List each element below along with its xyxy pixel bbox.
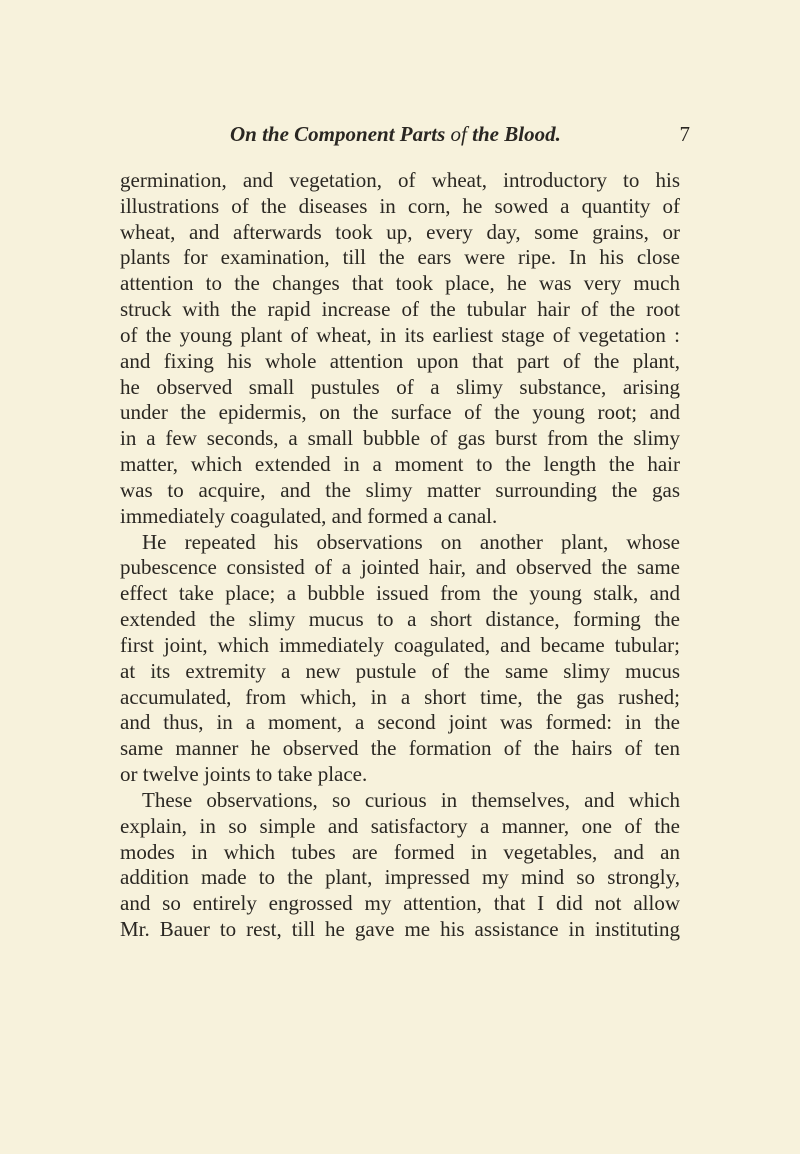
text-line: and so entirely engrossed my attention, that I did not allow [120, 891, 680, 916]
text-line: germination, and vegetation, of wheat, introductory to his [120, 168, 680, 192]
text-line: explain, in so simple and satisfactory a manner, one of the [120, 813, 680, 838]
text-line: in a few seconds, a small bubble of gas burst from the slimy [120, 426, 680, 451]
body-text [120, 168, 680, 943]
text-line: plants for examination, till the ears were ripe. In his close [120, 245, 680, 270]
text-line: matter, which extended in a moment to the length the hair [120, 452, 680, 477]
paragraph-start-line: These observations, so curious in themselves, and which [142, 787, 680, 812]
running-title [230, 122, 561, 147]
text-line: at its extremity a new pustule of the same slimy mucus [120, 658, 680, 683]
page-header [230, 122, 700, 152]
text-line: or twelve joints to take place. [120, 762, 368, 787]
text-line: attention to the changes that took place, he was very much [120, 271, 680, 296]
text-line: wheat, and afterwards took up, every day, some grains, or [120, 219, 680, 244]
text-line: effect take place; a bubble issued from the young stalk, and [120, 581, 680, 606]
text-line: modes in which tubes are formed in vegetables, and an [120, 839, 680, 864]
text-line: and thus, in a moment, a second joint was formed: in the [120, 710, 680, 735]
text-line: under the epidermis, on the surface of the young root; and [120, 400, 680, 425]
running-title-part2: of [450, 122, 467, 146]
text-line: same manner he observed the formation of the hairs of ten [120, 736, 680, 761]
text-line: of the young plant of wheat, in its earliest stage of vegetation : [120, 322, 680, 347]
text-line: and fixing his whole attention upon that part of the plant, [120, 348, 680, 373]
text-line: illustrations of the diseases in corn, he sowed a quantity of [120, 193, 680, 218]
text-line: pubescence consisted of a jointed hair, and observed the same [120, 555, 680, 580]
page-number: 7 [679, 122, 690, 146]
text-line: he observed small pustules of a slimy substance, arising [120, 374, 680, 399]
text-line: first joint, which immediately coagulated, and became tubular; [120, 632, 680, 657]
running-title-part1: On the Component Parts [230, 122, 451, 146]
running-title-part3: the Blood. [466, 122, 561, 146]
paragraph-start-line: He repeated his observations on another plant, whose [142, 529, 680, 554]
text-line: immediately coagulated, and formed a canal. [120, 503, 498, 528]
text-line: struck with the rapid increase of the tubular hair of the root [120, 297, 680, 322]
text-line: extended the slimy mucus to a short distance, forming the [120, 607, 680, 632]
text-line: Mr. Bauer to rest, till he gave me his assistance in instituting [120, 917, 680, 942]
text-line: addition made to the plant, impressed my mind so strongly, [120, 865, 680, 890]
text-line: accumulated, from which, in a short time, the gas rushed; [120, 684, 680, 709]
text-line: was to acquire, and the slimy matter surrounding the gas [120, 477, 680, 502]
